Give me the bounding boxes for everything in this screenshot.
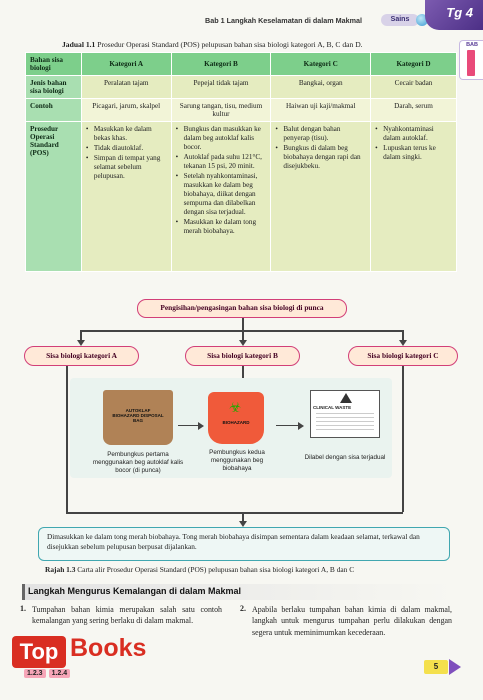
pos-list-item: • Tidak diautoklaf. <box>86 144 167 153</box>
table-caption <box>62 40 363 49</box>
watermark-books: Books <box>70 634 147 662</box>
chapter-tab-label: BAB <box>466 42 478 48</box>
pos-list-item: • Lupuskan terus ke dalam singki. <box>375 144 452 162</box>
table-header-cell: Kategori C <box>271 53 371 76</box>
caption-c: Dilabel dengan sisa terjadual <box>304 454 386 461</box>
pos-list-item: • Autoklaf pada suhu 121°C, tekanan 15 psi, 20 minit. <box>176 153 267 171</box>
pos-table <box>25 52 457 272</box>
pos-list-item: • Masukkan ke dalam tong merah biobahaya. <box>176 218 267 236</box>
pos-list-a <box>86 125 167 181</box>
table-cell <box>371 122 457 272</box>
category-a-box: Sisa biologi kategori A <box>24 346 139 366</box>
table-cell: Sarung tangan, tisu, medium kultur <box>171 99 271 122</box>
paragraph-1: Tumpahan bahan kimia merupakan salah satu contoh kemalangan yang sering berlaku di dalam makmal. <box>32 605 222 626</box>
row-label: Jenis bahan sisa biologi <box>26 76 82 99</box>
paragraph-2: Apabila berlaku tumpahan bahan kimia di dalam makmal, langkah untuk mengurus tumpahan perlu dilakukan dengan segera untuk meminimumkan kecederaan. <box>252 605 452 637</box>
table-cell: Cecair badan <box>371 76 457 99</box>
watermark-top: Top <box>12 636 66 668</box>
table-header-cell: Kategori A <box>81 53 171 76</box>
pos-list-item: • Bungkus di dalam beg biobahaya dengan rapi dan disejukbeku. <box>275 144 366 171</box>
standard-tags <box>24 662 73 680</box>
pos-list-c <box>275 125 366 171</box>
caption-b: Pembungkus kedua menggunakan beg biobahaya <box>209 449 265 472</box>
standard-tag: 1.2.3 <box>24 669 46 678</box>
pos-list-b <box>176 125 267 236</box>
pos-list-item: • Nyahkontaminasi dalam autoklaf. <box>375 125 452 143</box>
warning-triangle-icon <box>340 393 352 403</box>
table-cell <box>271 122 371 272</box>
clinical-waste-text: CLINICAL WASTE <box>313 405 352 410</box>
table-cell: Picagari, jarum, skalpel <box>81 99 171 122</box>
table-cell: Pepejal tidak tajam <box>171 76 271 99</box>
pos-list-item: • Setelah nyahkontaminasi, masukkan ke dalam beg biobahaya, diikat dengan sempurna dan dilabelkan dengan sisa terjadual. <box>176 172 267 217</box>
connector-line <box>402 366 404 512</box>
row-label: Contoh <box>26 99 82 122</box>
pos-list-item: • Masukkan ke dalam bekas khas. <box>86 125 167 143</box>
row-label: Prosedur Operasi Standard (POS) <box>26 122 82 272</box>
category-b-box: Sisa biologi kategori B <box>185 346 300 366</box>
table-header-cell: Bahan sisa biologi <box>26 53 82 76</box>
page-number: 5 <box>424 660 448 674</box>
next-page-arrow-icon <box>449 659 461 675</box>
subject-badge: Sains <box>381 14 419 26</box>
table-row <box>26 122 457 272</box>
grade-label: Tg 4 <box>446 5 473 20</box>
category-c-box: Sisa biologi kategori C <box>348 346 458 366</box>
connector-line <box>66 512 403 514</box>
label-lines <box>316 413 374 433</box>
chapter-title: Bab 1 Langkah Keselamatan di dalam Makmal <box>205 16 362 25</box>
flow-start-box: Pengisihan/pengasingan bahan sisa biologi di punca <box>137 299 347 318</box>
table-row <box>26 76 457 99</box>
figure-caption-text: Carta alir Prosedur Operasi Standard (POS) pelupusan bahan sisa biologi kategori A, B dan C <box>77 565 355 574</box>
standard-tag: 1.2.4 <box>49 669 71 678</box>
table-cell <box>171 122 271 272</box>
arrow-right-icon <box>276 425 302 426</box>
pos-list-item: • Simpan di tempat yang selamat sebelum pelupusan. <box>86 154 167 181</box>
arrow-right-icon <box>178 425 202 426</box>
biohazard-icon: ☣ <box>229 401 242 416</box>
caption-a: Pembungkus pertama menggunakan beg autoklaf kalis bocor (di punca) <box>92 451 184 474</box>
pos-list-d <box>375 125 452 162</box>
table-row <box>26 99 457 122</box>
pos-list-item: • Bungkus dan masukkan ke dalam beg autoklaf kalis bocor. <box>176 125 267 152</box>
table-caption-text: Prosedur Operasi Standard (POS) pelupusan bahan sisa biologi kategori A, B, C dan D. <box>97 40 363 49</box>
section-heading: Langkah Mengurus Kemalangan di dalam Makmal <box>28 586 242 596</box>
table-header-cell: Kategori B <box>171 53 271 76</box>
connector-line <box>242 318 244 330</box>
table-cell: Darah, serum <box>371 99 457 122</box>
table-cell: Bangkai, organ <box>271 76 371 99</box>
chapter-number-bar <box>467 50 475 76</box>
table-caption-label: Jadual 1.1 <box>62 40 96 49</box>
figure-caption <box>45 565 354 574</box>
pos-list-item: • Balut dengan bahan penyerap (tisu). <box>275 125 366 143</box>
autoclave-bag-text: AUTOKLAF BIOHAZARD DISPOSAL BAG <box>112 408 164 423</box>
table-cell: Haiwan uji kaji/makmal <box>271 99 371 122</box>
biohazard-bag-text: BIOHAZARD <box>222 420 250 425</box>
figure-caption-label: Rajah 1.3 <box>45 565 76 574</box>
table-header-cell: Kategori D <box>371 53 457 76</box>
paragraph-number: 1. <box>20 604 26 613</box>
table-cell: Peralatan tajam <box>81 76 171 99</box>
paragraph-number: 2. <box>240 604 246 613</box>
flow-end-box: Dimasukkan ke dalam tong merah biobahaya. Tong merah biobahaya disimpan sementara dalam keadaan selamat, terkawal dan disejukkan sebelum pelupusan berpusat dijalankan. <box>38 527 450 561</box>
table-cell <box>81 122 171 272</box>
connector-line <box>66 366 68 512</box>
